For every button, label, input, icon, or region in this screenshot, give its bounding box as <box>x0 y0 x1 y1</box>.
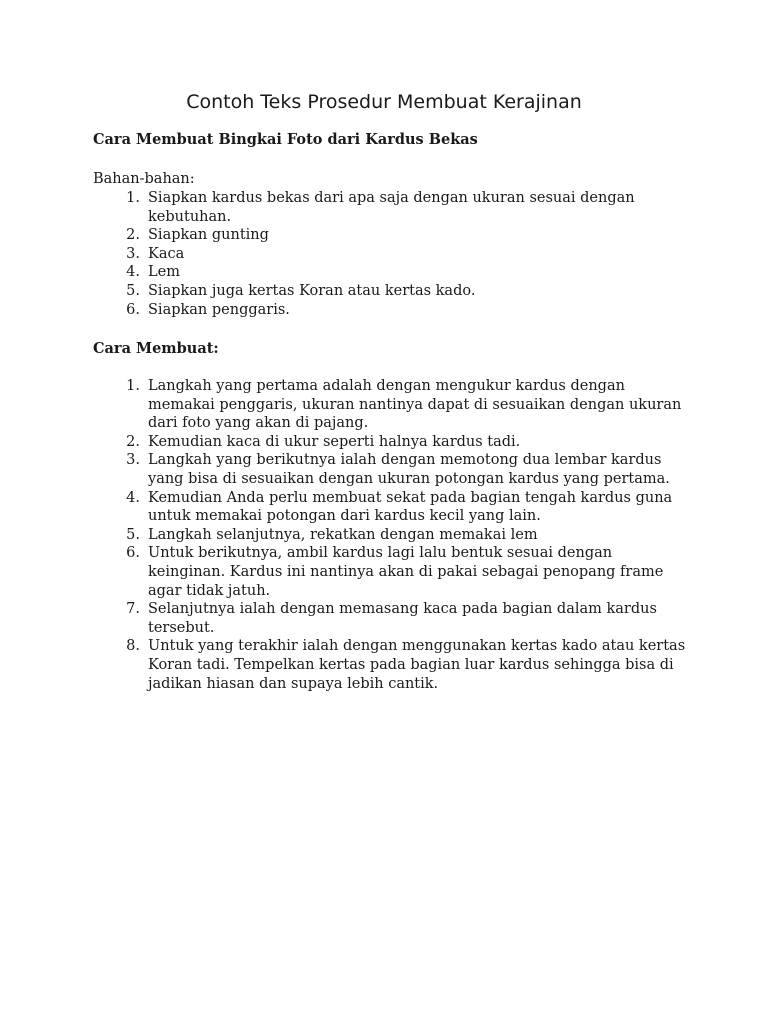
step-item-number: 4. <box>126 489 140 506</box>
step-item-text: Kemudian kaca di ukur seperti halnya kardus tadi. <box>148 433 521 450</box>
material-item <box>93 226 693 245</box>
step-item-number: 8. <box>126 638 140 655</box>
material-item-text: Siapkan penggaris. <box>148 301 290 318</box>
step-item <box>93 489 693 526</box>
step-item-text: Langkah yang berikutnya ialah dengan memotong dua lembar kardus yang bisa di sesuaikan dengan ukuran potongan kardus yang pertama. <box>148 452 670 487</box>
step-item <box>93 600 693 637</box>
step-item-text: Untuk yang terakhir ialah dengan menggunakan kertas kado atau kertas Koran tadi. Tempelkan kertas pada bagian luar kardus sehingga bisa di jadikan hiasan dan supaya lebih cantik. <box>148 638 686 692</box>
step-item-text: Langkah selanjutnya, rekatkan dengan memakai lem <box>148 526 538 543</box>
step-item <box>93 637 693 693</box>
material-item-text: Siapkan gunting <box>148 227 269 244</box>
material-item <box>93 263 693 282</box>
document-subtitle: Cara Membuat Bingkai Foto dari Kardus Bekas <box>93 131 478 148</box>
material-item <box>93 245 693 264</box>
material-item-number: 1. <box>126 190 140 206</box>
materials-list <box>93 189 693 319</box>
step-item <box>93 377 693 433</box>
material-item-number: 6. <box>126 301 140 318</box>
step-item-text: Untuk berikutnya, ambil kardus lagi lalu bentuk sesuai dengan keinginan. Kardus ini nantinya akan di pakai sebagai penopang frame agar tidak jatuh. <box>148 545 664 599</box>
step-item <box>93 451 693 488</box>
step-item <box>93 526 693 545</box>
material-item-text: Siapkan juga kertas Koran atau kertas kado. <box>148 282 476 299</box>
material-item-number: 5. <box>126 282 140 299</box>
materials-heading: Bahan-bahan: <box>93 171 195 187</box>
material-item <box>93 189 693 226</box>
material-item-number: 4. <box>126 264 140 281</box>
step-item-number: 5. <box>126 526 140 543</box>
material-item <box>93 282 693 301</box>
document-title: Contoh Teks Prosedur Membuat Kerajinan <box>186 91 582 113</box>
step-item-text: Langkah yang pertama adalah dengan mengukur kardus dengan memakai penggaris, ukuran nantinya dapat di sesuaikan dengan ukuran dari foto yang akan di pajang. <box>148 378 682 432</box>
step-item-number: 7. <box>126 601 140 618</box>
step-item <box>93 433 693 452</box>
material-item-text: Lem <box>148 264 180 281</box>
material-item-text: Siapkan kardus bekas dari apa saja dengan ukuran sesuai dengan kebutuhan. <box>148 190 635 225</box>
step-item-text: Selanjutnya ialah dengan memasang kaca pada bagian dalam kardus tersebut. <box>148 601 657 636</box>
material-item-text: Kaca <box>148 245 185 262</box>
material-item <box>93 301 693 320</box>
material-item-number: 2. <box>126 227 140 244</box>
step-item-number: 2. <box>126 433 140 450</box>
material-item-number: 3. <box>126 245 140 262</box>
step-item-number: 3. <box>126 452 140 469</box>
steps-heading: Cara Membuat: <box>93 340 219 357</box>
step-item <box>93 544 693 600</box>
step-item-text: Kemudian Anda perlu membuat sekat pada bagian tengah kardus guna untuk memakai potongan dari kardus kecil yang lain. <box>148 489 673 525</box>
step-item-number: 6. <box>126 545 140 562</box>
step-item-number: 1. <box>126 378 140 394</box>
steps-list <box>93 377 693 693</box>
